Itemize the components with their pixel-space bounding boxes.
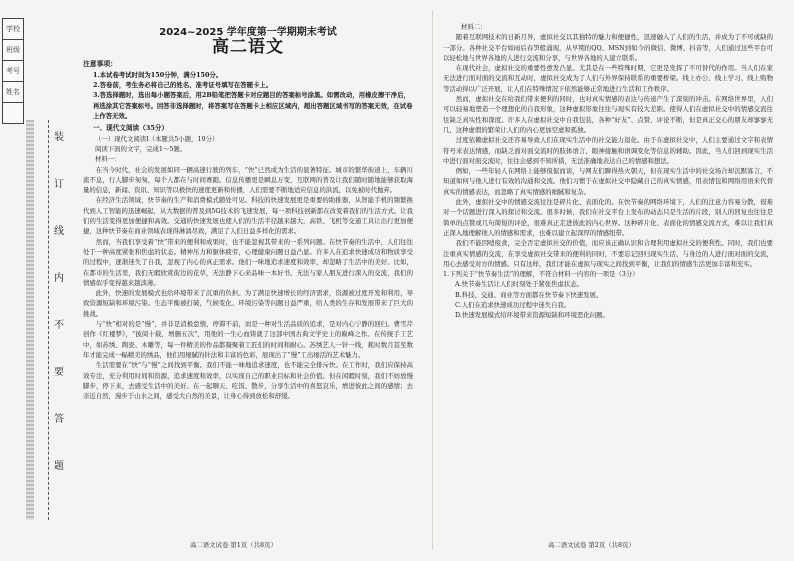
passage-paragraph: 此外，快速的发展模式也给环境带来了沉重的负担。为了满足快速增长的经济需求，资源被过度开发和利用，导致资源短缺和环境污染。生态平衡被打破，气候变化、环境污染等问题日益严重，给人类的生存和发展带来了巨大的挑战。 xyxy=(83,289,413,318)
section-heading: 一、现代文阅读（35分） xyxy=(93,124,169,133)
passage-paragraph: 随着互联网技术的日新月异，虚拟社交以其独特的魅力和便捷性，迅速融入了人们的生活，并成为了不可或缺的一部分。各种社交平台如雨后春笋般涌现，从早期的QQ、MSN到如今的微信、微博、抖音等，人们通过这些平台可以轻松地与世界各地的人进行交流和分享，与世界各地的人建立联系。 xyxy=(443,33,773,62)
binding-dashed-line xyxy=(48,120,49,520)
right-page xyxy=(443,22,773,321)
material-label: 材料二： xyxy=(461,23,487,31)
page-footer: 高二语文试卷 第1页（共8页） xyxy=(190,541,277,549)
passage-paragraph: 与“快”相对的是“慢”，并非是消极怠惰、停滞不前，而是一种对生活品质的追求，是对内心宁静的回归。曹雪芹创作《红楼梦》，“披阅十载，增删五次”，用他的一生心血铸就了这部中国古典文学史上的巅峰之作。在传统手工艺中，如苏绣、陶瓷、木雕等，每一件精美的作品都凝聚着工匠们的时间和耐心。苏绣艺人一针一线，耗时数月甚至数年才能完成一幅精美的绣品，他们用细腻的针法和丰富的色彩，展现出了“慢”工出细活的艺术魅力。 xyxy=(83,320,413,359)
passage-paragraph: 在当今时代，社会的发展如同一辆高速行驶的列车，“快”已然成为生活的显著特征。城市的繁华街道上，车辆川流不息，行人脚步匆匆，每个人都在与时间赛跑。信息传播更是瞬息万变，互联网的普及让我们随时随地能够获取海量的信息，新闻、资讯、知识等以极快的速度更新和传播，人们需要不断地适应信息的洪流，以免被时代抛弃。 xyxy=(83,165,413,195)
passage-paragraph: 然而，当我们享受着“快”带来的便利和成果时，也不能忽视其带来的一系列问题。在快节奏的生活中，人们往往处于一种高度紧张和焦虑的状态。精神压力和躯体疲劳，心理健康问题日益凸显。许多人在追求快速成功和物质享受的过程中，逐渐迷失了自我，忽视了内心的真正需求。他们一味地追求速度和效率，却忽略了生活中的美好。比如，在都市的生活里，我们无暇欣赏街边的花草，无法静下心来品味一本好书，无法与家人朋友进行深入的交流，我们的情感似乎变得越来越淡薄。 xyxy=(83,237,413,287)
passage-paragraph: 我们不能因噎废食，完全否定虚拟社交的价值，而应该正确认识和合理利用虚拟社交的便利性。同时，我们也要注重真实情感的交流，在享受虚拟社交带来的便利的同时，不要忘记回归现实生活，与身边的人进行面对面的交流，用心去感受对方的情感。只有这样，我们才能在虚拟与现实之间找到平衡，让我们的情感生活更加丰富和充实。 xyxy=(443,239,773,268)
info-cell-blank xyxy=(3,103,23,123)
passage-paragraph: 然而，虚拟社交在给我们带来便利的同时，也对真实情感的表达与传递产生了深刻的冲击。在网络世界里，人们可以轻易地塑造一个理想化的自我形象，这种虚拟形象往往与现实有较大差距。使得人们在虚拟社交中的情感交流往往缺乏真实性和深度。许多人在虚拟社交中自我包装，各种“好友”、点赞、评论不断，但是真正交心的朋友却寥寥无几，这种虚假的繁荣让人们的内心更加空虚和孤独。 xyxy=(443,95,773,134)
binding-mark: 不 xyxy=(54,320,64,331)
passage-paragraph: 在现代社会，虚拟社交的重要性愈发凸显。尤其是在一些特殊时期，它更是发挥了不可替代的作用。当人们在家无法进行面对面的交流和互动时，虚拟社交成为了人们与外界保持联系的重要桥梁。线上办公、线上学习、线上购物等活动得以广泛开展，让人们在特殊情况下依然能够正常地进行生活和工作秩序。 xyxy=(443,64,773,93)
binding-mark: 答 xyxy=(54,414,64,425)
answer-option-c: C.人们在追求快速成功过程中迷失自我。 xyxy=(455,301,571,310)
question-stem: 1.下列关于“快节奏生活”的理解，不符合材料一内容的一项是（3分） xyxy=(443,270,639,279)
passage-paragraph: 例如，一些年轻人在网络上能够侃侃而谈，与网友们聊得热火朝天，但在现实生活中的社交场合却沉默寡言，不知道如何与他人进行有效的沟通和交流。他们习惯于在虚拟社交中隐藏自己的真实情感，用表情包和网络用语来代替真实的情感表达，而忽略了真实情感的细腻和复杂。 xyxy=(443,167,773,196)
binding-mark: 内 xyxy=(54,273,64,284)
answer-option-d: D.快速发展模式给环境带来资源短缺和环境恶化问题。 xyxy=(455,311,609,320)
binding-mark: 要 xyxy=(54,367,64,378)
passage-paragraph: 在经济生活领域，快节奏的生产和消费模式随处可见。科技的快速发展更是重要的助推器，从智能手机的频繁换代到人工智能的迅速崛起，从大数据的普及到5G技术的飞速发展，每一项科技创新都在改变着我们的生活方式。让我们的生活变得更加便捷和高效。交通的快速发展也使人们的生活半径越来越大，高铁、飞机等交通工具让出行更加便捷，这种快节奏在商业领域表现得淋漓尽致，满足了人们日益多样化的需求。 xyxy=(83,196,413,236)
passage-paragraph: 此外，虚拟社交中的情感交流往往是碎片化、表面化的。在快节奏的网络环境下，人们的注意力容易分散，很难对一个话题进行深入的探讨和交流。很多时候，我们在社交平台上发布的动态只是生活的片段，别人的回复也往往是简单的点赞或几句简短的评论，很难真正走进彼此的内心世界。这种碎片化、表面化的情感交流方式，难以让我们真正深入地理解他人的情感和需求，也难以建立起深厚的情感纽带。 xyxy=(443,198,773,237)
passage-paragraph: 过度依赖虚拟社交还容易导致人们在现实生活中的社交能力退化。由于在虚拟社交中，人们主要通过文字和表情符号来表达情感，而缺乏面对面交流时的肢体语言、眼神接触和语调变化等信息的辅助。因此，当人们回到现实生活中进行面对面交流时，往往会感到不知所措，无法准确地表达自己的情感和想法。 xyxy=(443,136,773,165)
info-cell-school: 学校 xyxy=(3,19,23,40)
notice-item: 3.答选择题时，选出每小题答案后，用2B铅笔把答题卡对应题目的答案标号涂黑。如需改动，用橡皮擦干净后，再选涂其它答案标号。回答非选择题时，将答案写在答题卡上相应区域内，超出答题区域书写的答案无效，在试卷上作答无效。 xyxy=(93,91,413,121)
exam-title: 2024~2025 学年度第一学期期末考试 xyxy=(159,27,337,38)
binding-gray-strip xyxy=(26,120,34,520)
info-cell-number: 考号 xyxy=(3,61,23,82)
student-info-box xyxy=(2,18,24,124)
notice-item: 2.答卷前，考生务必将自己的姓名、准考证号填写在答题卡上。 xyxy=(93,81,273,90)
left-page xyxy=(83,22,413,401)
material-label: 材料一： xyxy=(95,155,121,164)
binding-mark: 线 xyxy=(54,226,64,237)
info-cell-class: 班级 xyxy=(3,40,23,61)
passage-paragraph: 生活需要在“快”与“慢”之间找到平衡。我们不能一味地追求速度，也不能完全排斥快。在工作时，我们应保持高效专注，充分利用时间和资源，追求速度和效率，以实现自己的职业目标和社会价值。但在闲暇时刻，我们不妨放慢脚步，停下来，去感受生活中的美好。在一起聊天、吃饭、散步，分享生活中的喜怒哀乐，增进彼此之间的感情；去亲近自然，漫步于山水之间，感受大自然的美景，让身心得到放松和舒缓。 xyxy=(83,361,413,401)
binding-mark: 订 xyxy=(54,179,64,190)
binding-mark: 装 xyxy=(54,132,64,143)
reading-instruction: 阅读下面的文字，完成1～5题。 xyxy=(95,144,187,153)
info-cell-name: 姓名 xyxy=(3,82,23,103)
notice-heading: 注意事项： xyxy=(83,59,117,68)
notice-item: 1.本试卷考试时间为150分钟，满分150分。 xyxy=(93,70,223,79)
page-fold-line xyxy=(432,10,433,550)
answer-option-b: B.科技、交通、商业等方面都在快节奏下快速发展。 xyxy=(455,290,603,299)
answer-option-a: A.快节奏生活让人们时刻处于紧张焦虑状态。 xyxy=(455,280,584,289)
binding-mark: 题 xyxy=(54,461,64,472)
subsection-heading: （一）现代文阅读Ⅰ（本题共5小题，19分） xyxy=(95,134,219,143)
subject-title: 高二语文 xyxy=(212,37,284,58)
page-footer: 高二语文试卷 第2页（共8页） xyxy=(548,541,635,549)
